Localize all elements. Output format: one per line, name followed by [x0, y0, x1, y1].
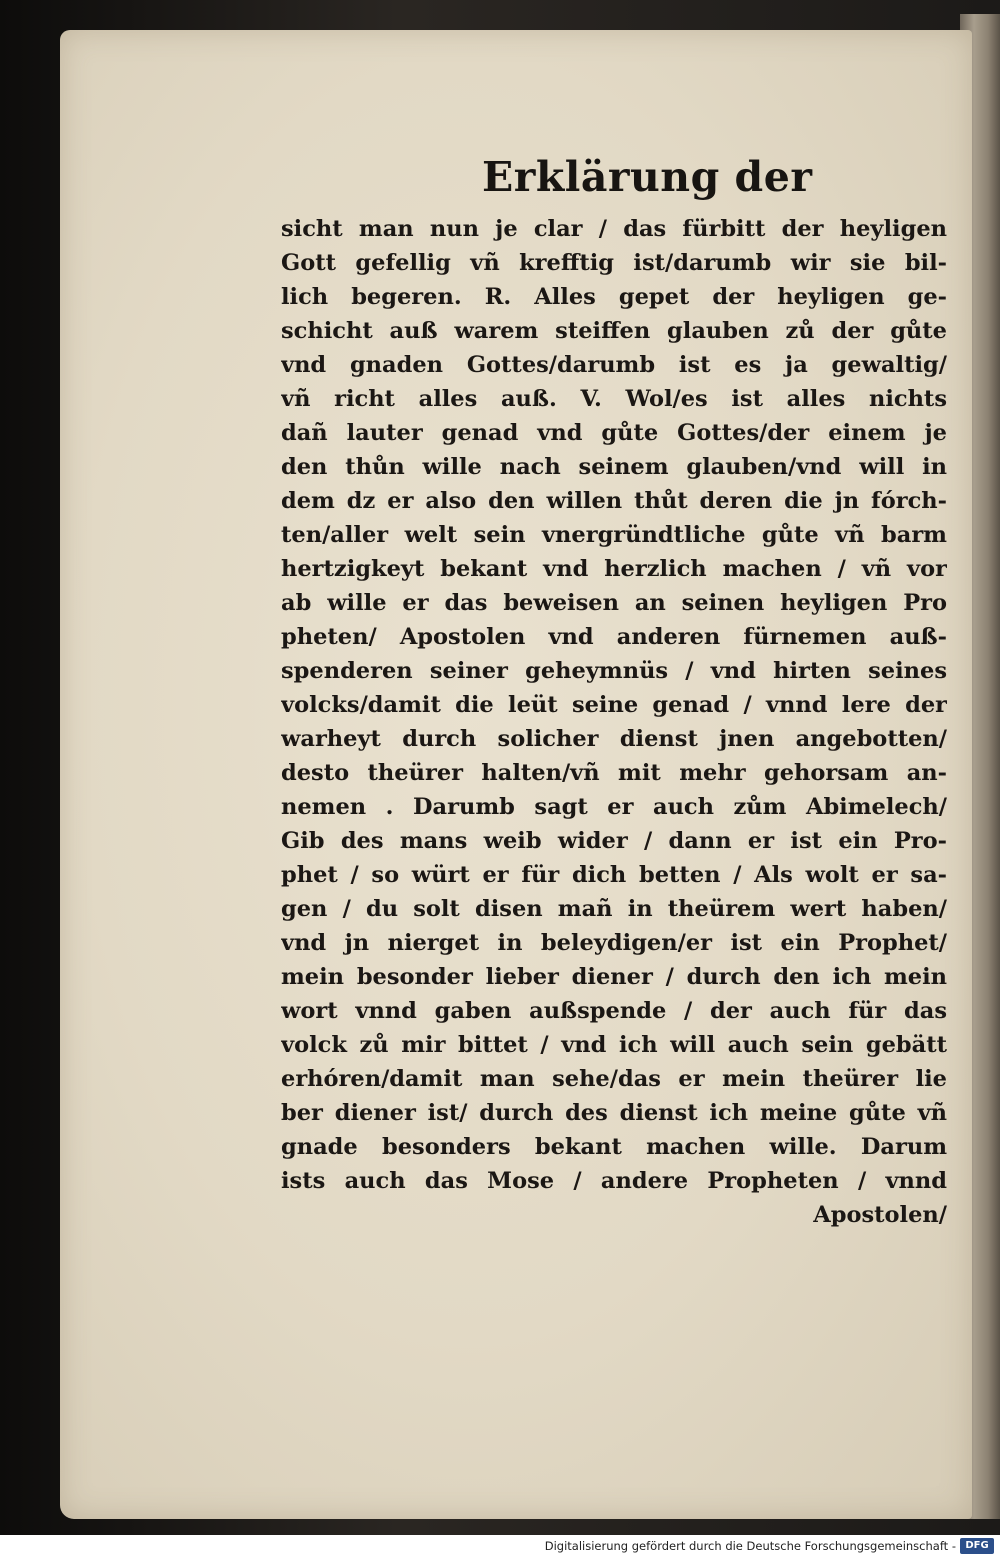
text-line: dañ lauter genad vnd gůte Gottes/der einem je — [281, 420, 947, 446]
text-line: volcks/damit die leüt seine genad / vnnd lere der — [281, 692, 947, 718]
text-line: nemen . Darumb sagt er auch zům Abimelech/ — [281, 794, 947, 820]
text-line: ists auch das Mose / andere Propheten / vnnd — [281, 1168, 947, 1194]
text-line: hertzigkeyt bekant vnd herzlich machen / vñ vor — [281, 556, 947, 582]
text-line: vnd gnaden Gottes/darumb ist es ja gewaltig/ — [281, 352, 947, 378]
text-line: ab wille er das beweisen an seinen heyligen Pro — [281, 590, 947, 616]
text-line: erhóren/damit man sehe/das er mein theürer lie — [281, 1066, 947, 1092]
text-line: sicht man nun je clar / das fürbitt der heyligen — [281, 216, 947, 242]
text-line: gen / du solt disen mañ in theürem wert haben/ — [281, 896, 947, 922]
text-line: schicht auß warem steiffen glauben zů der gůte — [281, 318, 947, 344]
text-line: spenderen seiner geheymnüs / vnd hirten seines — [281, 658, 947, 684]
text-line: den thůn wille nach seinem glauben/vnd will in — [281, 454, 947, 480]
text-line: ten/aller welt sein vnergründtliche gůte vñ barm — [281, 522, 947, 548]
text-line-catchword: Apostolen/ — [813, 1202, 947, 1228]
text-line: vñ richt alles auß. V. Wol/es ist alles nichts — [281, 386, 947, 412]
text-line: desto theürer halten/vñ mit mehr gehorsam an- — [281, 760, 947, 786]
text-line: Gott gefellig vñ krefftig ist/darumb wir sie bil- — [281, 250, 947, 276]
page-header: Erklärung der — [482, 153, 813, 201]
text-line: Gib des mans weib wider / dann er ist ein Pro- — [281, 828, 947, 854]
text-line: lich begeren. R. Alles gepet der heyligen ge- — [281, 284, 947, 310]
text-block — [281, 212, 947, 1232]
text-line: phet / so würt er für dich betten / Als wolt er sa- — [281, 862, 947, 888]
funding-notice: Digitalisierung gefördert durch die Deutsche Forschungsgemeinschaft - — [544, 1539, 956, 1553]
dfg-logo[interactable]: DFG — [960, 1538, 994, 1554]
text-line: wort vnnd gaben außspende / der auch für das — [281, 998, 947, 1024]
text-line: warheyt durch solicher dienst jnen angebotten/ — [281, 726, 947, 752]
footer-bar — [0, 1535, 1000, 1558]
text-line: dem dz er also den willen thůt deren die jn fórch- — [281, 488, 947, 514]
text-line: vnd jn nierget in beleydigen/er ist ein Prophet/ — [281, 930, 947, 956]
text-line: ber diener ist/ durch des dienst ich meine gůte vñ — [281, 1100, 947, 1126]
text-line: gnade besonders bekant machen wille. Darum — [281, 1134, 947, 1160]
text-line: volck zů mir bittet / vnd ich will auch sein gebätt — [281, 1032, 947, 1058]
text-line: mein besonder lieber diener / durch den ich mein — [281, 964, 947, 990]
text-line: pheten/ Apostolen vnd anderen fürnemen auß- — [281, 624, 947, 650]
